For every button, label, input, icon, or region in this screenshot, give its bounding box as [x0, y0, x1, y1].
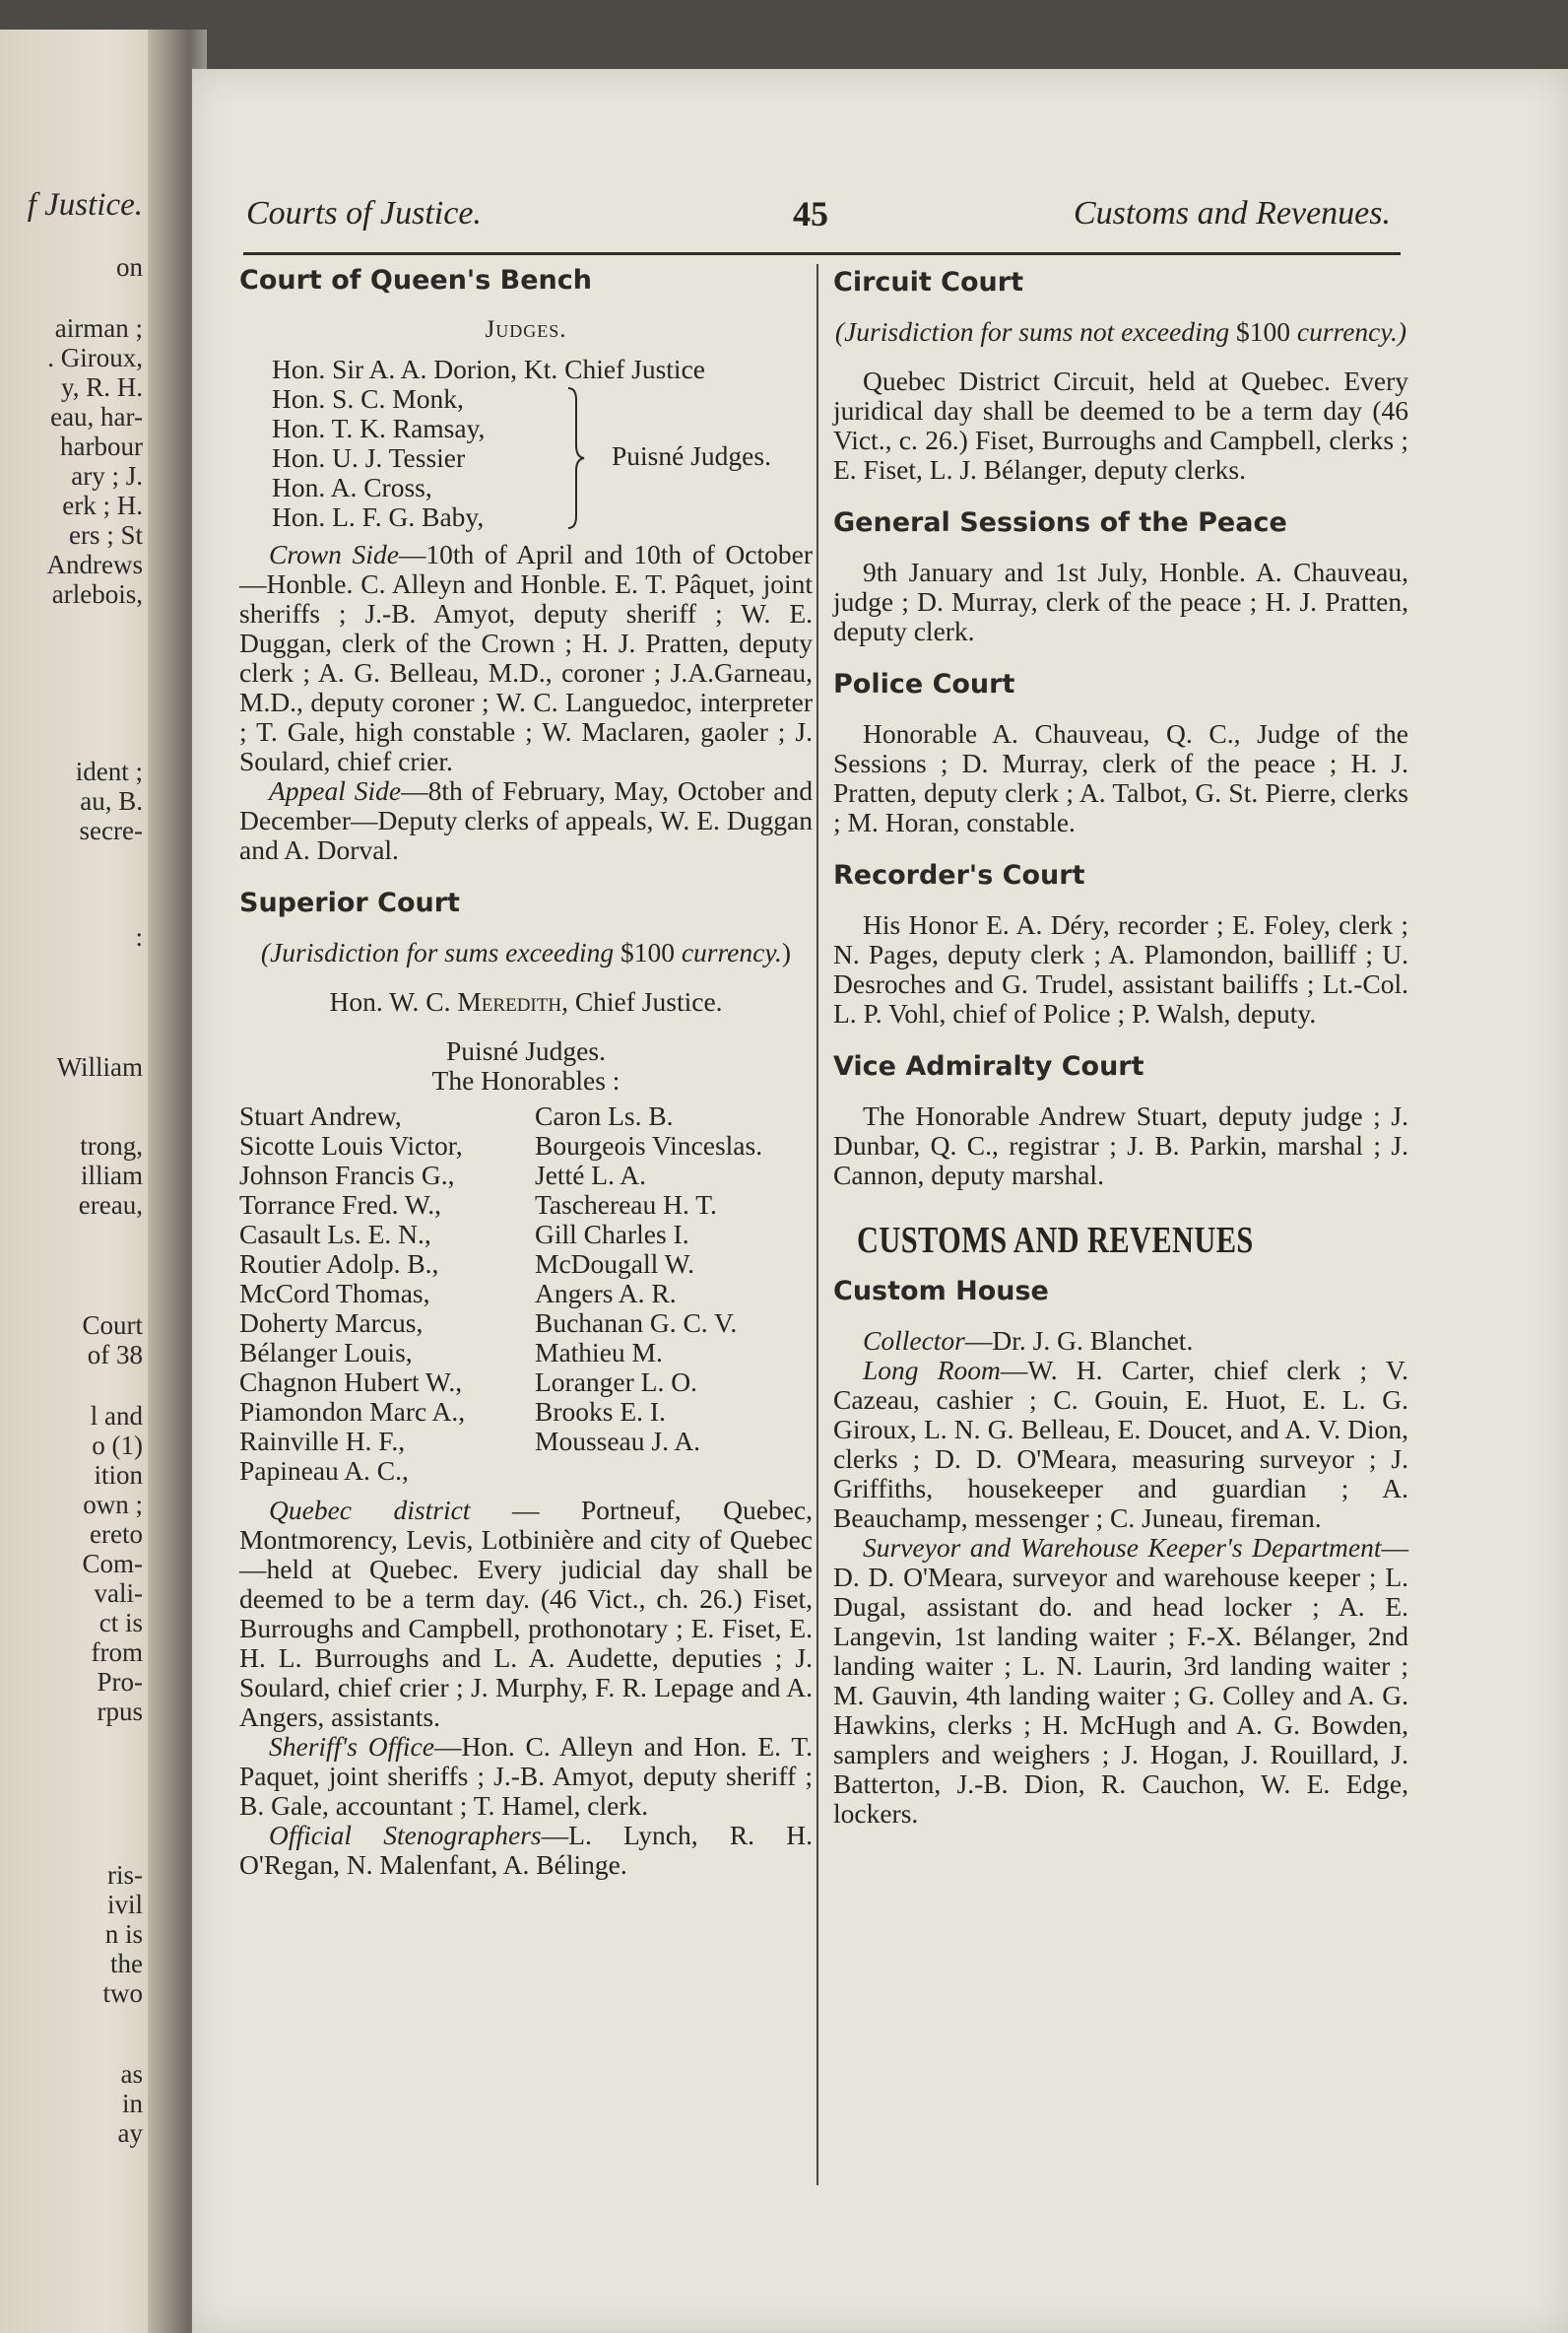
heading-recorders-court: Recorder's Court — [833, 860, 1085, 891]
appeal-side-text: —8th of February, May, October and December—Deputy clerks of appeals, W. E. Duggan and A. Dorval. — [239, 775, 813, 865]
customs-section-title: CUSTOMS AND REVENUES — [857, 1220, 1254, 1261]
stenographers-text: —L. Lynch, R. H. O'Regan, N. Malenfant, A. Bélinge. — [239, 1820, 813, 1880]
jurisdiction-currency: currency.) — [1296, 316, 1407, 347]
judges-table-row — [239, 1367, 813, 1397]
left-fragment: harbour — [60, 432, 143, 461]
crown-side-label: Crown Side — [269, 539, 399, 569]
left-fragment: on — [116, 252, 143, 282]
judges-table-row — [239, 1279, 813, 1308]
heading-superior-court: Superior Court — [239, 888, 460, 918]
quebec-district-paragraph — [239, 1496, 813, 1732]
left-fragment: ct is — [98, 1608, 143, 1637]
judge-name: Bourgeois Vinceslas. — [535, 1130, 763, 1161]
judge-name: Brooks E. I. — [535, 1396, 666, 1427]
judges-label: Judges. — [485, 316, 567, 343]
judge-name: Loranger L. O. — [535, 1366, 697, 1397]
appeal-side-paragraph — [239, 776, 813, 865]
judge-name: Mathieu M. — [535, 1337, 663, 1367]
quebec-district-label: Quebec district — [269, 1495, 471, 1525]
honorables-label: The Honorables : — [431, 1065, 621, 1096]
collector-label: Collector — [863, 1325, 965, 1356]
heading-circuit-court: Circuit Court — [833, 267, 1023, 298]
recorder-paragraph: His Honor E. A. Déry, recorder ; E. Foley, clerk ; N. Pages, deputy clerk ; A. Plamondon, bailliff ; U. Desroches and G. Trudel, assistant bailiffs ; Lt.-Col. L. P. Vohl, chief of Police ; P. Walsh, deputy. — [833, 909, 1408, 1029]
judge-name: Bélanger Louis, — [239, 1337, 413, 1367]
judge-name: Rainville H. F., — [239, 1426, 406, 1456]
sessions-paragraph: 9th January and 1st July, Honble. A. Chauveau, judge ; D. Murray, clerk of the peace ; H. J. Pratten, deputy clerk. — [833, 557, 1408, 646]
judge-name: Papineau A. C., — [239, 1455, 409, 1486]
judge-name: Mousseau J. A. — [535, 1426, 701, 1456]
judge-name: Casault Ls. E. N., — [239, 1219, 431, 1249]
judge-name: Jetté L. A. — [535, 1160, 647, 1190]
long-room-label: Long Room — [863, 1355, 1001, 1385]
puisne-judges-list — [239, 384, 813, 532]
left-fragment: ay — [117, 2118, 143, 2148]
jurisdiction-text: (Jurisdiction for sums not exceeding — [834, 316, 1230, 347]
left-column — [239, 266, 813, 1880]
left-fragment: of 38 — [87, 1340, 143, 1369]
judges-table-row — [239, 1220, 813, 1249]
crown-side-paragraph — [239, 540, 813, 776]
column-divider — [817, 264, 818, 2185]
scan-background — [0, 0, 1568, 79]
circuit-paragraph: Quebec District Circuit, held at Quebec. Every juridical day shall be deemed to be a term day (46 Vict., c. 26.) Fiset, Burroughs and Campbell, clerks ; E. Fiset, L. J. Bélanger, deputy clerks. — [833, 366, 1408, 485]
chief-prefix: Hon. W. C. — [329, 986, 451, 1017]
stenographers-paragraph — [239, 1821, 813, 1880]
left-fragment: l and — [90, 1401, 143, 1431]
left-fragment: Com- — [82, 1549, 143, 1578]
judge-name: Doherty Marcus, — [239, 1307, 424, 1338]
sheriff-text: —Hon. C. Alleyn and Hon. E. T. Paquet, joint sheriffs ; J.-B. Amyot, deputy sheriff ; B. Gale, accountant ; T. Hamel, clerk. — [239, 1731, 814, 1821]
sheriff-label: Sheriff's Office — [269, 1731, 434, 1762]
jurisdiction-currency: currency. — [681, 937, 782, 967]
jurisdiction-text: (Jurisdiction for sums exceeding — [260, 937, 615, 967]
heading-custom-house: Custom House — [833, 1276, 1049, 1306]
left-fragment: ition — [94, 1460, 143, 1490]
left-fragment: airman ; — [54, 313, 143, 343]
left-fragment: from — [91, 1637, 143, 1667]
judge-name: Hon. L. F. G. Baby, — [272, 501, 485, 532]
right-column — [833, 268, 1408, 1829]
left-fragment: ereau, — [78, 1190, 143, 1220]
collector-text: —Dr. J. G. Blanchet. — [964, 1325, 1194, 1356]
collector-paragraph — [833, 1326, 1408, 1356]
crown-side-text: —10th of April and 10th of October—Honble. C. Alleyn and Honble. E. T. Pâquet, joint sheriffs ; J.-B. Amyot, deputy sheriff ; W. E. Duggan, clerk of the Crown ; H. J. Pratten, deputy clerk ; A. G. Belleau, M.D., coroner ; J.A.Garneau, M.D., deputy coroner ; W. C. Languedoc, interpreter ; T. Gale, high constable ; W. Maclaren, gaoler ; J. Soulard, chief crier. — [239, 539, 814, 776]
judge-name: Stuart Andrew, — [239, 1100, 402, 1131]
left-fragment: trong, — [80, 1131, 143, 1161]
judges-table-row — [239, 1249, 813, 1279]
judge-name: Buchanan G. C. V. — [535, 1307, 738, 1338]
superior-chief-justice — [239, 987, 813, 1017]
left-fragment: Pro- — [97, 1667, 143, 1697]
running-header-right: Customs and Revenues. — [1074, 195, 1392, 232]
judge-name: Sicotte Louis Victor, — [239, 1130, 463, 1161]
judge-name: Piamondon Marc A., — [239, 1396, 466, 1427]
judges-table-row — [239, 1190, 813, 1220]
left-fragment: illiam — [81, 1161, 143, 1190]
superior-jurisdiction — [239, 938, 813, 967]
left-fragment: ereto — [90, 1519, 143, 1549]
chief-suffix: , Chief Justice. — [561, 986, 723, 1017]
judge-name: Hon. A. Cross, — [272, 472, 432, 502]
left-fragment: Court — [82, 1310, 143, 1340]
jurisdiction-close: ) — [781, 937, 792, 967]
superior-puisne-label: Puisné Judges. — [446, 1035, 606, 1066]
chief-name: Meredith — [457, 986, 562, 1017]
heading-queens-bench: Court of Queen's Bench — [239, 265, 593, 296]
left-fragment: . Giroux, — [47, 343, 143, 372]
judge-name: McCord Thomas, — [239, 1278, 430, 1308]
page-number: 45 — [793, 194, 828, 233]
left-fragment: in — [121, 2089, 143, 2118]
header-rule — [243, 252, 1401, 255]
left-fragment: arlebois, — [51, 579, 143, 609]
brace-icon — [564, 386, 588, 530]
left-fragment: vali- — [94, 1578, 143, 1608]
left-fragment: two — [102, 1978, 143, 2008]
judge-name: Caron Ls. B. — [535, 1100, 674, 1131]
left-fragment: au, B. — [80, 786, 143, 816]
left-fragment: : — [135, 922, 143, 952]
puisne-judges-label: Puisné Judges. — [612, 440, 771, 471]
judge-name: Chagnon Hubert W., — [239, 1366, 463, 1397]
judge-name: Taschereau H. T. — [535, 1189, 717, 1220]
quebec-district-text: — Portneuf, Quebec, Montmorency, Levis, Lotbinière and city of Quebec—held at Quebec. Every judicial day shall be deemed to be a term day. (46 Vict., ch. 26.) Fiset, Burroughs and Campbell, prothonotary ; E. Fiset, E. H. L. Burroughs and L. A. Audette, deputies ; J. Soulard, chief crier ; J. Murphy, F. R. Lepage and A. Angers, assistants. — [239, 1495, 813, 1732]
running-header-left: Courts of Justice. — [246, 195, 482, 232]
judge-name: Gill Charles I. — [535, 1219, 689, 1249]
judges-table-row — [239, 1427, 813, 1456]
circuit-jurisdiction — [833, 317, 1408, 347]
judges-table-row — [239, 1397, 813, 1427]
judge-name: Hon. S. C. Monk, — [272, 383, 464, 414]
left-fragment: ary ; J. — [71, 461, 143, 491]
judge-name: Johnson Francis G., — [239, 1160, 455, 1190]
left-fragment: ers ; St — [68, 520, 143, 550]
surveyor-text: —D. D. O'Meara, surveyor and warehouse keeper ; L. Dugal, assistant do. and head locker ; A. E. Langevin, 1st landing waiter ; F.-X. Bélanger, 2nd landing waiter ; L. N. Laurin, 3rd landing waiter ; M. Gauvin, 4th landing waiter ; G. Colley and A. G. Hawkins, clerks ; H. McHugh and A. G. Bowden, samplers and weighers ; J. Hogan, J. Rouillard, J. Batterton, J.-B. Dion, R. Cauchon, W. E. Edge, lockers. — [833, 1532, 1408, 1829]
police-paragraph: Honorable A. Chauveau, Q. C., Judge of the Sessions ; D. Murray, clerk of the peace ; H. J. Pratten, deputy clerk ; A. Talbot, G. St. Pierre, clerks ; M. Horan, constable. — [833, 718, 1408, 837]
judge-name: McDougall W. — [535, 1248, 694, 1279]
left-fragment: ivil — [106, 1890, 143, 1919]
judges-table-row — [239, 1338, 813, 1367]
left-fragment: o (1) — [92, 1431, 143, 1460]
heading-police-court: Police Court — [833, 669, 1015, 700]
judges-table-row — [239, 1308, 813, 1338]
left-fragment: as — [120, 2059, 143, 2089]
left-fragment: f Justice. — [27, 187, 143, 223]
appeal-side-label: Appeal Side — [269, 775, 402, 806]
left-fragment: the — [110, 1949, 143, 1978]
left-fragment: erk ; H. — [62, 491, 143, 520]
judges-table-row — [239, 1456, 813, 1486]
superior-judges-table — [239, 1101, 813, 1486]
left-fragment: William — [56, 1052, 143, 1082]
long-room-paragraph — [833, 1356, 1408, 1533]
left-fragment: own ; — [83, 1490, 143, 1519]
heading-general-sessions: General Sessions of the Peace — [833, 507, 1287, 538]
left-fragment: n is — [104, 1919, 143, 1949]
left-fragment: Andrews — [46, 550, 143, 579]
surveyor-paragraph — [833, 1533, 1408, 1829]
jurisdiction-amount: $100 — [620, 937, 675, 967]
stenographers-label: Official Stenographers — [269, 1820, 542, 1850]
judge-name: Hon. T. K. Ramsay, — [272, 413, 486, 443]
judge-name: Hon. U. J. Tessier — [272, 442, 466, 473]
left-fragment: secre- — [79, 816, 143, 845]
long-room-text: —W. H. Carter, chief clerk ; V. Cazeau, cashier ; C. Gouin, E. Huot, E. L. G. Giroux, L. N. G. Belleau, E. Doucet, and A. V. Dion, clerks ; D. D. O'Meara, measuring surveyor ; J. Griffiths, housekeeper and guardian ; A. Beauchamp, messenger ; C. Juneau, fireman. — [833, 1355, 1409, 1533]
heading-vice-admiralty: Vice Admiralty Court — [833, 1051, 1144, 1082]
jurisdiction-amount: $100 — [1235, 316, 1290, 347]
left-fragment: ris- — [107, 1860, 143, 1890]
vice-admiralty-paragraph: The Honorable Andrew Stuart, deputy judge ; J. Dunbar, Q. C., registrar ; J. B. Parkin, marshal ; J. Cannon, deputy marshal. — [833, 1100, 1408, 1190]
judge-name: Angers A. R. — [535, 1278, 677, 1308]
judges-table-row — [239, 1101, 813, 1131]
left-fragment: y, R. H. — [60, 372, 143, 402]
surveyor-label: Surveyor and Warehouse Keeper's Department — [863, 1532, 1382, 1563]
judge-name: Routier Adolp. B., — [239, 1248, 439, 1279]
left-fragment: eau, har- — [50, 402, 143, 432]
sheriff-paragraph — [239, 1732, 813, 1821]
judges-table-row — [239, 1161, 813, 1190]
judges-table-row — [239, 1131, 813, 1161]
left-fragment: ident ; — [75, 757, 143, 786]
judge-name: Torrance Fred. W., — [239, 1189, 442, 1220]
left-fragment: rpus — [97, 1697, 143, 1726]
chief-justice-line: Hon. Sir A. A. Dorion, Kt. Chief Justice — [272, 354, 705, 384]
